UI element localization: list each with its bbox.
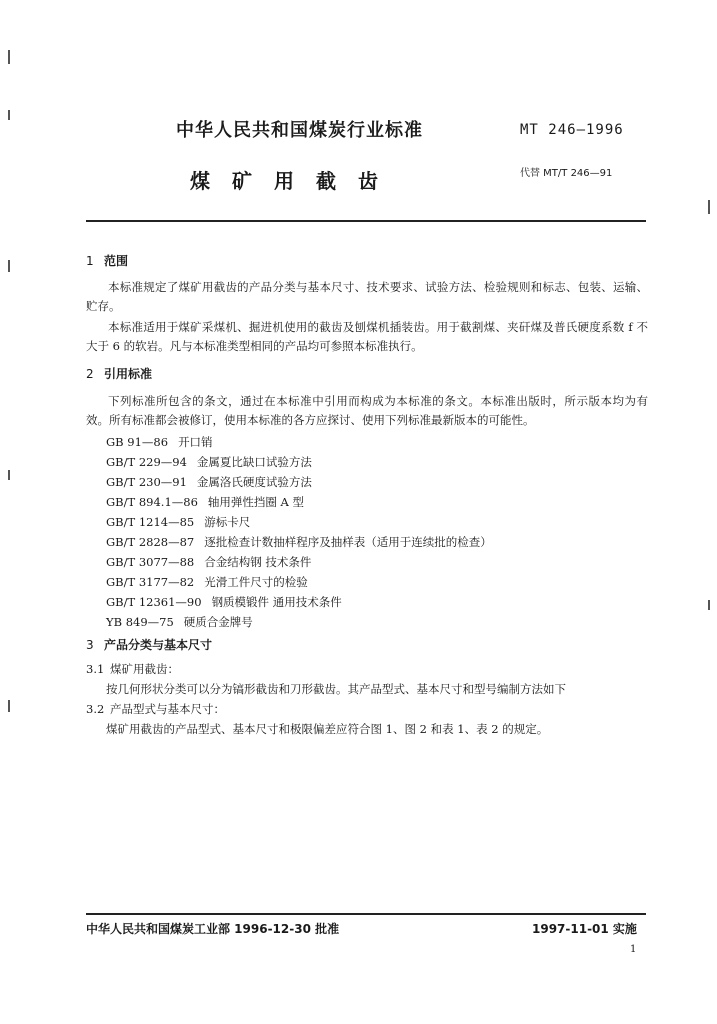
scan-edge-mark [8,470,10,480]
scan-edge-mark [8,110,10,120]
section-3-heading [86,636,212,653]
section-2-paragraph: 下列标准所包含的条文，通过在本标准中引用而构成为本标准的条文。本标准出版时，所示版本均为有效。所有标准都会被修订，使用本标准的各方应探讨、使用下列标准最新版本的可能性。 [86,394,648,427]
reference-code: GB 91—86 [106,435,169,449]
reference-name: 钢质模锻件 通用技术条件 [211,595,342,609]
reference-code: GB/T 12361—90 [106,595,202,609]
reference-code: GB/T 2828—87 [106,535,195,549]
footer-divider [86,913,646,915]
reference-item [106,434,213,450]
reference-code: GB/T 3177—82 [106,575,195,589]
page-number: 1 [630,944,637,955]
approval-line: 中华人民共和国煤炭工业部 1996-12-30 批准 [86,922,340,936]
subsection-title: 产品型式与基本尺寸： [110,702,225,716]
section-title: 产品分类与基本尺寸 [104,638,213,652]
header-divider [86,220,646,222]
section-title: 范围 [104,254,129,268]
reference-item [106,574,308,590]
section-1-paragraph-2: 本标准适用于煤矿采煤机、掘进机使用的截齿及刨煤机插装齿。用于截割煤、夹矸煤及普氏硬度系数 f 不大于 6 的软岩。凡与本标准类型相同的产品均可参照本标准执行。 [86,320,648,353]
scan-edge-mark [8,700,10,712]
section-number: 3 [86,638,94,652]
scan-edge-mark [708,600,710,610]
subsection-number: 3.1 [86,662,105,676]
subsection-title: 煤矿用截齿： [110,662,179,676]
subsection-3-2-heading [86,700,225,718]
reference-item [106,554,311,570]
section-2-heading [86,365,152,382]
reference-item [106,494,304,510]
reference-name: 开口销 [178,435,213,449]
reference-item [106,454,312,470]
scan-edge-mark [8,50,10,64]
section-1-paragraph-1: 本标准规定了煤矿用截齿的产品分类与基本尺寸、技术要求、试验方法、检验规则和标志、包装、运输、贮存。 [86,280,648,313]
reference-name: 硬质合金牌号 [183,615,253,629]
reference-name: 光滑工件尺寸的检验 [204,575,308,589]
reference-name: 金属夏比缺口试验方法 [196,455,312,469]
reference-name: 金属洛氏硬度试验方法 [196,475,312,489]
subsection-3-1-heading [86,660,179,678]
document-title: 煤矿用截齿 [190,169,400,193]
reference-code: GB/T 230—91 [106,475,187,489]
replaces-standard: 代替 MT/T 246—91 [520,168,613,179]
scan-edge-mark [8,260,10,272]
reference-name: 逐批检查计数抽样程序及抽样表（适用于连续批的检查） [204,535,492,549]
section-title: 引用标准 [104,367,153,381]
reference-item [106,514,250,530]
reference-code: GB/T 3077—88 [106,555,195,569]
reference-code: GB/T 894.1—86 [106,495,198,509]
industry-standard-heading: 中华人民共和国煤炭行业标准 [176,120,423,141]
reference-item [106,594,342,610]
reference-name: 合金结构钢 技术条件 [204,555,312,569]
section-number: 2 [86,367,94,381]
reference-code: GB/T 229—94 [106,455,187,469]
implementation-date: 1997-11-01 实施 [532,922,637,936]
reference-name: 轴用弹性挡圈 A 型 [207,495,305,509]
subsection-3-1-text: 按几何形状分类可以分为镐形截齿和刀形截齿。其产品型式、基本尺寸和型号编制方法如下 [106,682,566,696]
section-1-heading [86,252,128,269]
reference-code: YB 849—75 [106,615,174,629]
reference-code: GB/T 1214—85 [106,515,195,529]
reference-item [106,534,492,550]
standard-number: MT 246—1996 [520,122,624,138]
reference-item [106,474,312,490]
scan-edge-mark [708,200,710,214]
reference-item [106,614,253,630]
subsection-3-2-text: 煤矿用截齿的产品型式、基本尺寸和极限偏差应符合图 1、图 2 和表 1、表 2 的规定。 [106,722,549,736]
section-number: 1 [86,254,94,268]
reference-name: 游标卡尺 [204,515,251,529]
subsection-number: 3.2 [86,702,105,716]
